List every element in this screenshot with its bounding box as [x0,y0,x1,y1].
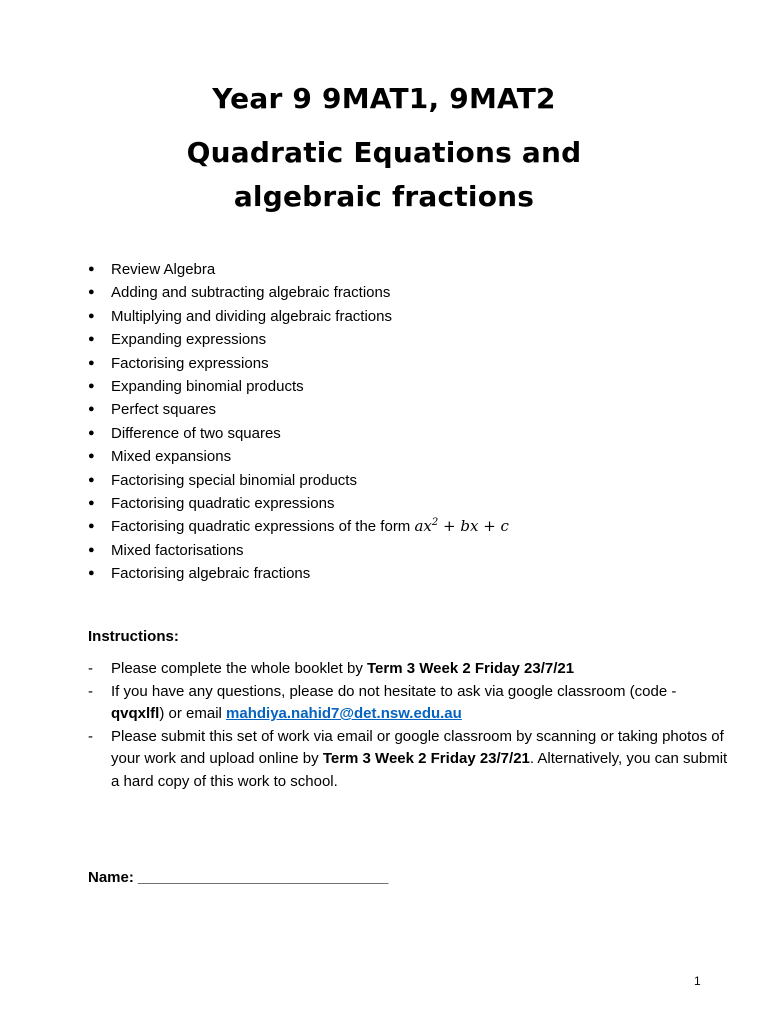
bullet-icon: ● [88,403,95,416]
instructions-heading: Instructions: [88,628,179,645]
list-item: ● Factorising special binomial products [86,469,509,492]
instruction-item: - If you have any questions, please do not hesitate to ask via google classroom (code -qvqxlfl) or email mahdiya.nahid7@det.nsw.edu.au [88,682,677,722]
list-item: ● Adding and subtracting algebraic fractions [86,281,509,304]
document-subtitle: Quadratic Equations and algebraic fractions [186,136,582,213]
bullet-icon: ● [88,263,95,275]
instruction-item: - Please submit this set of work via email or google classroom by scanning or taking photos of your work and upload online by Term 3 Week 2 Friday 23/7/21. Alternatively, you can submit a hard copy of this work to school. [88,727,728,790]
bullet-icon: ● [88,543,95,556]
list-item: ● Factorising algebraic fractions [86,562,509,585]
instruction-item: - Please complete the whole booklet by Term 3 Week 2 Friday 23/7/21 [88,658,728,681]
list-item: ● Mixed expansions [86,445,509,468]
list-item: ● Expanding binomial products [86,375,509,398]
list-item: ● Review Algebra [86,258,509,281]
deadline: Term 3 Week 2 Friday 23/7/21 [367,660,575,677]
dash-icon: - [88,660,93,677]
list-item: ● Multiplying and dividing algebraic fractions [86,305,509,328]
instructions-list [88,658,728,793]
list-item: ● Expanding expressions [86,328,509,351]
bullet-icon: ● [88,450,95,463]
list-item: ● Mixed factorisations [86,539,509,562]
bullet-icon: ● [88,567,95,580]
bullet-icon: ● [88,496,95,509]
dash-icon: - [88,682,93,700]
bullet-icon: ● [88,286,95,299]
email-link[interactable]: mahdiya.nahid7@det.nsw.edu.au [226,705,462,722]
bullet-icon: ● [88,333,95,346]
bullet-icon: ● [88,426,95,439]
dash-icon: - [88,727,93,745]
bullet-icon: ● [88,379,95,392]
name-field: Name: ______________________________ [88,869,389,886]
bullet-icon: ● [88,473,95,486]
topic-list [86,258,509,585]
document-title: Year 9 9MAT1, 9MAT2 [212,82,556,115]
classroom-code: qvqxlfl [111,705,160,722]
bullet-icon: ● [88,520,95,533]
bullet-icon: ● [88,309,95,322]
list-item: ● Difference of two squares [86,422,509,445]
deadline: Term 3 Week 2 Friday 23/7/21 [322,750,530,767]
list-item: ● Perfect squares [86,398,509,421]
list-item: ● Factorising quadratic expressions [86,492,509,515]
list-item: ● Factorising quadratic expressions of the form $ax^2$ + bx + c [86,515,509,538]
bullet-icon: ● [88,356,95,369]
list-item: ● Factorising expressions [86,352,509,375]
quadratic-formula: $ax^2$ + bx + c [414,517,509,536]
page-number: 1 [694,974,701,988]
